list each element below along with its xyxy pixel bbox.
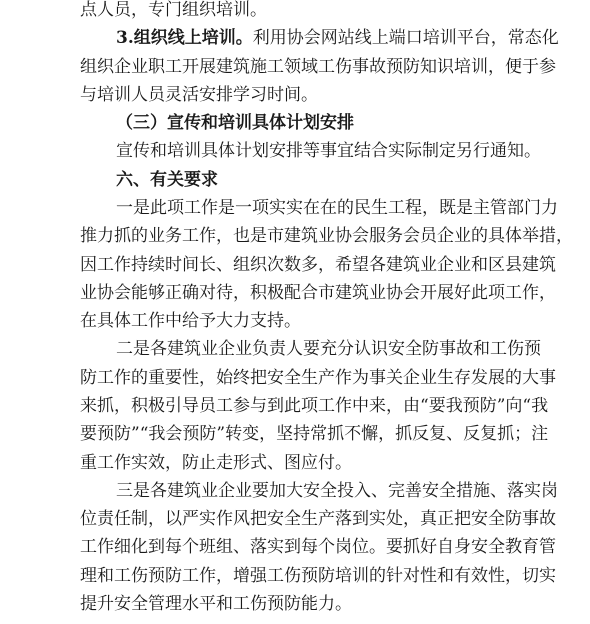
- line-text: 提升安全管理水平和工伤预防能力。: [80, 594, 352, 614]
- body-line: [0, 279, 590, 307]
- body-line: [0, 590, 590, 618]
- body-line: [0, 222, 590, 250]
- body-line: [0, 0, 590, 24]
- body-line: [0, 364, 590, 392]
- section-heading: [0, 109, 590, 137]
- line-text: 防工作的重要性，始终把安全生产作为事关企业生存发展的大事: [80, 367, 556, 388]
- body-line: [0, 505, 590, 533]
- line-text: 组织企业职工开展建筑施工领域工伤事故预防知识培训，便于参: [80, 56, 556, 77]
- body-line: [0, 335, 590, 363]
- line-text: 因工作持续时间长、组织次数多，希望各建筑业企业和区县建筑: [80, 254, 556, 275]
- body-line: [0, 307, 590, 335]
- body-line: [0, 449, 590, 477]
- line-text: 宣传和培训具体计划安排等事宜结合实际制定另行通知。: [116, 141, 541, 162]
- line-text: 重工作实效，防止走形式、图应付。: [80, 452, 352, 473]
- body-line: [0, 24, 590, 52]
- line-text: 业协会能够正确对待，积极配合市建筑业协会开展好此项工作，: [80, 282, 556, 303]
- body-line: [0, 53, 590, 81]
- subheading-inline: 3.组织线上培训。: [116, 28, 253, 49]
- body-line: [0, 194, 590, 222]
- line-text: 来抓，积极引导员工参与到此项工作中来，由“要我预防”向“我: [80, 396, 549, 416]
- body-line: [0, 420, 590, 448]
- body-line: [0, 477, 590, 505]
- heading-text: 六、有关要求: [116, 169, 218, 190]
- line-text: 与培训人员灵活安排学习时间。: [80, 84, 318, 105]
- body-line: [0, 137, 590, 165]
- line-text: 一是此项工作是一项实实在在的民生工程，既是主管部门力: [116, 198, 558, 218]
- line-text: 点人员，专门组织培训。: [80, 0, 267, 20]
- line-text: 工作细化到每个班组、落实到每个岗位。要抓好自身安全教育管: [80, 537, 556, 558]
- line-text: 要预防”“我会预防”转变，坚持常抓不懈，抓反复、反复抓；注: [80, 424, 549, 445]
- line-text: 位责任制，以严实作风把安全生产落到实处，真正把安全防事故: [80, 509, 556, 530]
- line-text: 利用协会网站线上端口培训平台，常态化: [252, 28, 559, 49]
- body-line: [0, 251, 590, 279]
- line-text: 在具体工作中给予大力支持。: [80, 311, 301, 332]
- heading-text: （三）宣传和培训具体计划安排: [116, 113, 354, 134]
- line-text: 理和工伤预防工作，增强工伤预防培训的针对性和有效性，切实: [80, 565, 556, 586]
- section-heading: [0, 166, 590, 194]
- line-text: 二是各建筑业企业负责人要充分认识安全防事故和工伤预: [116, 339, 541, 360]
- body-line: [0, 392, 590, 420]
- body-line: [0, 81, 590, 109]
- body-line: [0, 562, 590, 590]
- line-text: 推力抓的业务工作，也是市建筑业协会服务会员企业的具体举措，: [80, 226, 573, 247]
- body-line: [0, 533, 590, 561]
- line-text: 三是各建筑业企业要加大安全投入、完善安全措施、落实岗: [116, 480, 558, 501]
